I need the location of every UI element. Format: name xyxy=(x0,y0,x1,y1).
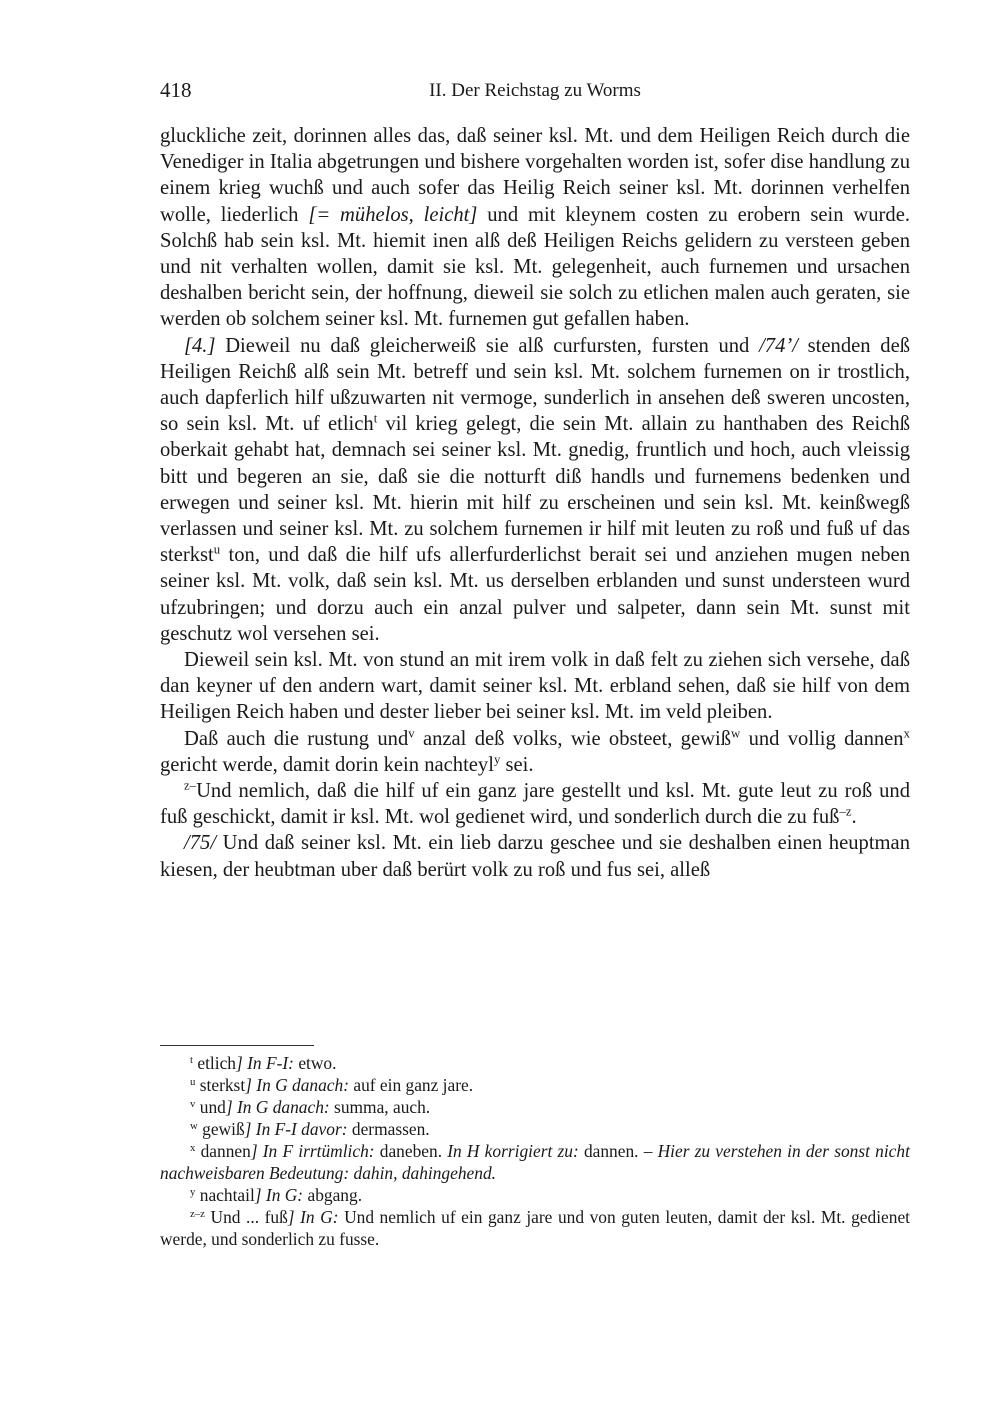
footnote-mark: v xyxy=(190,1097,196,1110)
footnote-ref: w xyxy=(731,726,741,741)
paragraph-text: sei. xyxy=(505,753,534,776)
paragraph-6 xyxy=(160,830,910,882)
footnote-text: dannen. – xyxy=(583,1141,653,1161)
paragraph-text: stenden deß Heiligen Reichß alß sein Mt. betreff und sein ksl. Mt. solchem furnemen on ir trostlich, auch dapferlich hilf ußzuwarten nit vermoge, sunderlich in ansehen deß sweren uncosten, so sein ksl. Mt. uf etlich xyxy=(160,334,911,436)
footnote-mark: t xyxy=(190,1053,193,1066)
footnote-mark: w xyxy=(190,1119,198,1132)
footnote-comment: ] In F-I davor: xyxy=(244,1119,348,1139)
footnote-u xyxy=(160,1074,910,1096)
folio-marker: /75/ xyxy=(184,832,217,855)
footnote-mark: u xyxy=(190,1075,196,1088)
footnote-comment: ] In G danach: xyxy=(245,1075,349,1095)
paragraph-2 xyxy=(160,333,910,647)
footnote-comment: ] In G: xyxy=(287,1207,339,1227)
footnote-ref: x xyxy=(903,726,910,741)
body-text xyxy=(160,123,910,883)
footnote-comment: Hier zu verstehen in der sonst nicht nachweisbaren Bedeutung: dahin, dahingehend. xyxy=(160,1141,910,1183)
page-number: 418 xyxy=(160,78,192,102)
footnote-v xyxy=(160,1096,910,1118)
footnote-text: dermassen. xyxy=(351,1119,430,1139)
footnote-z xyxy=(160,1206,910,1250)
footnote-text: Und nemlich uf ein ganz jare und von guten leuten, damit der ksl. Mt. gedienet werde, und sonderlich zu fusse. xyxy=(160,1207,910,1249)
footnote-comment: ] In G: xyxy=(254,1185,304,1205)
paragraph-text: und mit kleynem costen zu erobern sein wurde. Solchß hab sein ksl. Mt. hiemit inen alß deß Heiligen Reichs gelidern zu versteen geben und nit verhalten wollen, damit sie ksl. Mt. gelegenheit, auch furnemen und ursachen deshalben bericht sein, der hoffnung, dieweil sie solch zu etlichen malen auch geraten, sie werden ob solchem seiner ksl. Mt. furnemen gut gefallen haben. xyxy=(160,203,910,331)
paragraph-text: gluckliche zeit, dorinnen alles das, daß seiner ksl. Mt. und dem Heiligen Reich durch die Venediger in Italia abgetrungen und bishere vorgehalten worden ist, sofer dise handlung zu einem krieg wuchß und auch sofer das Heilig Reich seiner ksl. Mt. dorinnen verhelfen wolle, liederlich xyxy=(160,125,910,226)
paragraph-text: und vollig dannen xyxy=(748,727,904,750)
footnote-lemma: und xyxy=(199,1097,226,1117)
footnote-ref: y xyxy=(493,752,501,767)
footnote-text: abgang. xyxy=(307,1185,363,1205)
paragraph-text: Dieweil nu daß gleicherweiß sie alß curfursten, fursten und xyxy=(225,334,750,357)
footnote-t xyxy=(160,1052,910,1074)
footnote-text: summa, auch. xyxy=(334,1097,431,1117)
paragraph-text: ton, und daß die hilf ufs allerfurderlichst berait sei und anziehen mugen neben seiner ksl. Mt. volk, daß sein ksl. Mt. us derselben erblanden und sunst understeen wurd ufzubringen; und dorzu auch ein anzal pulver und salpeter, dann sein Mt. sunst mit geschutz wol versehen sei. xyxy=(160,544,910,645)
footnote-comment: ] In F-I: xyxy=(236,1053,294,1073)
paragraph-5 xyxy=(160,778,910,830)
footnote-lemma: sterkst xyxy=(199,1075,246,1095)
footnote-lemma: gewiß xyxy=(202,1119,245,1139)
paragraph-text: gericht werde, damit dorin kein nachteyl xyxy=(160,753,494,776)
footnote-comment: ] In F irrtümlich: xyxy=(250,1141,375,1161)
footnote-text: daneben. xyxy=(379,1141,443,1161)
footnote-ref: v xyxy=(408,726,415,741)
footnote-lemma: Und ... fuß xyxy=(210,1207,288,1227)
footnote-separator xyxy=(160,1045,314,1046)
paragraph-4 xyxy=(160,726,910,778)
paragraph-1 xyxy=(160,123,910,333)
footnote-lemma: dannen xyxy=(200,1141,251,1161)
paragraph-text: vil krieg gelegt, die sein Mt. allain zu hanthaben des Reichß oberkait gehabt hat, demnach sei seiner ksl. Mt. gnedig, fruntlich und hoch, auch vleissig bitt und begeren an sie, daß sie die notturft diß handls und furnemens bedenken und erwegen und seiner ksl. Mt. hierin mit hilf zu erscheinen und sein ksl. Mt. keinßwegß verlassen und seiner ksl. Mt. zu solchem furnemen ir hilf mit leuten zu roß und fuß uf das sterkst xyxy=(160,413,910,567)
footnotes xyxy=(160,1052,910,1250)
footnote-text: etwo. xyxy=(298,1053,337,1073)
footnote-lemma: etlich xyxy=(197,1053,236,1073)
footnote-lemma: nachtail xyxy=(199,1185,255,1205)
paragraph-text: Und nemlich, daß die hilf uf ein ganz jare gestellt und ksl. Mt. gute leut zu roß und fuß geschickt, damit ir ksl. Mt. wol gedienet wird, und sonderlich durch die zu fuß xyxy=(160,780,910,829)
folio-marker: /74’/ xyxy=(759,334,798,357)
footnote-comment: ] In G danach: xyxy=(225,1097,330,1117)
footnote-mark: x xyxy=(190,1141,196,1154)
footnote-comment: In H korrigiert zu: xyxy=(447,1141,579,1161)
running-head: II. Der Reichstag zu Worms xyxy=(429,80,641,101)
paragraph-text: . xyxy=(851,806,857,829)
footnote-ref: –z xyxy=(839,804,852,819)
paragraph-text: Und daß seiner ksl. Mt. ein lieb darzu geschee und sie deshalben einen heuptman kiesen, der heubtman uber daß berürt volk zu roß und fus sei, alleß xyxy=(160,832,910,881)
footnote-ref: u xyxy=(213,542,221,557)
footnote-ref: t xyxy=(373,411,378,426)
paragraph-3: Dieweil sein ksl. Mt. von stund an mit irem volk in daß felt zu ziehen sich versehe, daß dan keyner uf den andern wart, damit seiner ksl. Mt. erbland sehen, daß sie hilf von dem Heiligen Reich haben und dester lieber bei seiner ksl. Mt. im veld pleiben. xyxy=(160,649,910,724)
paragraph-text: Daß auch die rustung und xyxy=(184,727,409,750)
section-number: [4.] xyxy=(184,334,216,357)
footnote-x xyxy=(160,1140,910,1184)
footnote-text: auf ein ganz jare. xyxy=(353,1075,474,1095)
footnote-w xyxy=(160,1118,910,1140)
footnote-mark: y xyxy=(190,1185,196,1198)
footnote-y xyxy=(160,1184,910,1206)
editorial-note: [= mühelos, leicht] xyxy=(308,203,478,226)
page xyxy=(160,78,910,883)
page-header xyxy=(160,78,910,108)
footnote-mark: z–z xyxy=(190,1207,205,1220)
paragraph-text: anzal deß volks, wie obsteet, gewiß xyxy=(422,727,732,750)
footnote-ref: z– xyxy=(184,778,197,793)
